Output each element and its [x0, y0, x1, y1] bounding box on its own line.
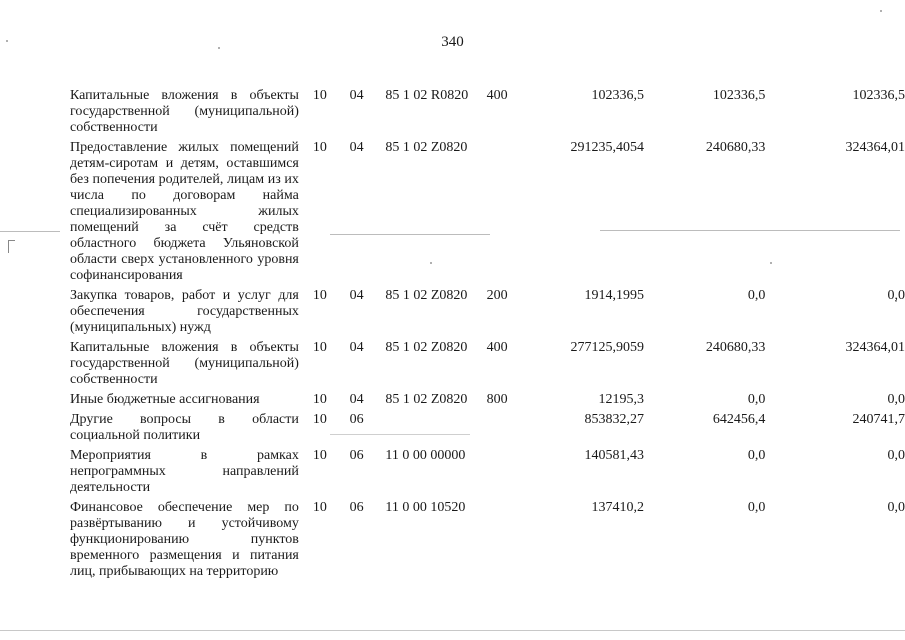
row-subsection: 06	[349, 448, 364, 463]
row-value-3: 0,0	[887, 448, 905, 463]
row-value-3: 324364,01	[845, 140, 905, 155]
table-row	[70, 500, 905, 584]
table-row	[70, 340, 905, 392]
scan-artifact-corner	[8, 240, 15, 253]
row-section: 10	[312, 412, 327, 427]
row-subsection: 04	[349, 392, 364, 407]
row-type: 200	[486, 288, 508, 303]
scan-artifact-line	[0, 231, 60, 232]
row-article: 85 1 02 Z0820	[385, 140, 468, 155]
table-row	[70, 288, 905, 340]
row-name: Предоставление жилых помещений детям-сиротам и детям, оставшимся без попечения родителей, лицам из их числа по договорам найма специализированных жилых помещений за счёт средств областного бюджета Ульяновской области сверх установленного уровня софинансирования	[70, 140, 299, 283]
row-value-3: 240741,7	[852, 412, 905, 427]
row-article: 11 0 00 00000	[385, 448, 466, 463]
scan-artifact-dot	[218, 47, 220, 49]
row-subsection: 04	[349, 288, 364, 303]
scan-artifact-line	[0, 630, 905, 631]
scan-artifact-dot	[6, 40, 8, 42]
row-article: 11 0 00 10520	[385, 500, 466, 515]
row-value-2: 240680,33	[705, 140, 766, 155]
row-value-1: 12195,3	[598, 392, 644, 407]
row-section: 10	[312, 392, 327, 407]
row-name: Иные бюджетные ассигнования	[70, 392, 260, 407]
budget-table-body	[70, 88, 905, 584]
row-value-2: 0,0	[747, 392, 766, 407]
row-value-1: 277125,9059	[570, 340, 644, 355]
row-subsection: 06	[349, 500, 364, 515]
scan-artifact-dot	[880, 10, 882, 12]
row-value-1: 291235,4054	[570, 140, 644, 155]
budget-table	[70, 88, 905, 584]
row-value-2: 102336,5	[712, 88, 766, 103]
row-section: 10	[312, 140, 327, 155]
row-section: 10	[312, 340, 327, 355]
row-article: 85 1 02 Z0820	[385, 392, 468, 407]
row-value-1: 137410,2	[591, 500, 644, 515]
row-name: Капитальные вложения в объекты государственной (муниципальной) собственности	[70, 340, 299, 387]
row-subsection: 04	[349, 340, 364, 355]
row-section: 10	[312, 500, 327, 515]
row-name: Капитальные вложения в объекты государственной (муниципальной) собственности	[70, 88, 299, 135]
row-type: 400	[486, 340, 508, 355]
row-value-2: 240680,33	[705, 340, 766, 355]
row-value-3: 102336,5	[852, 88, 905, 103]
row-section: 10	[312, 88, 327, 103]
row-value-3: 0,0	[887, 288, 905, 303]
row-value-2: 0,0	[747, 288, 766, 303]
table-row	[70, 392, 905, 412]
row-value-1: 140581,43	[584, 448, 644, 463]
row-type: 800	[486, 392, 508, 407]
row-section: 10	[312, 448, 327, 463]
row-type	[487, 500, 531, 584]
row-type	[487, 412, 531, 448]
row-value-2: 0,0	[747, 448, 766, 463]
row-value-1: 853832,27	[584, 412, 644, 427]
row-subsection: 04	[349, 88, 364, 103]
row-article: 85 1 02 R0820	[385, 88, 469, 103]
row-article: 85 1 02 Z0820	[385, 340, 468, 355]
table-row	[70, 140, 905, 288]
row-name: Финансовое обеспечение мер по развёртыванию и устойчивому функционированию пунктов временного размещения и питания лиц, прибывающих на территорию	[70, 500, 299, 579]
page-number: 340	[441, 34, 464, 50]
table-row	[70, 88, 905, 140]
row-value-1: 102336,5	[591, 88, 644, 103]
row-value-3: 0,0	[887, 392, 905, 407]
row-article: 85 1 02 Z0820	[385, 288, 468, 303]
row-section: 10	[312, 288, 327, 303]
row-type: 400	[486, 88, 508, 103]
row-name: Закупка товаров, работ и услуг для обеспечения государственных (муниципальных) нужд	[70, 288, 299, 335]
row-subsection: 04	[349, 140, 364, 155]
table-row	[70, 412, 905, 448]
row-article	[385, 412, 486, 448]
row-name: Другие вопросы в области социальной политики	[70, 412, 299, 443]
row-type	[487, 140, 531, 288]
row-value-1: 1914,1995	[584, 288, 644, 303]
row-value-2: 0,0	[747, 500, 766, 515]
row-type	[487, 448, 531, 500]
row-name: Мероприятия в рамках непрограммных направлений деятельности	[70, 448, 299, 495]
row-value-3: 0,0	[887, 500, 905, 515]
row-value-2: 642456,4	[712, 412, 766, 427]
row-subsection: 06	[349, 412, 364, 427]
table-row	[70, 448, 905, 500]
row-value-3: 324364,01	[845, 340, 905, 355]
